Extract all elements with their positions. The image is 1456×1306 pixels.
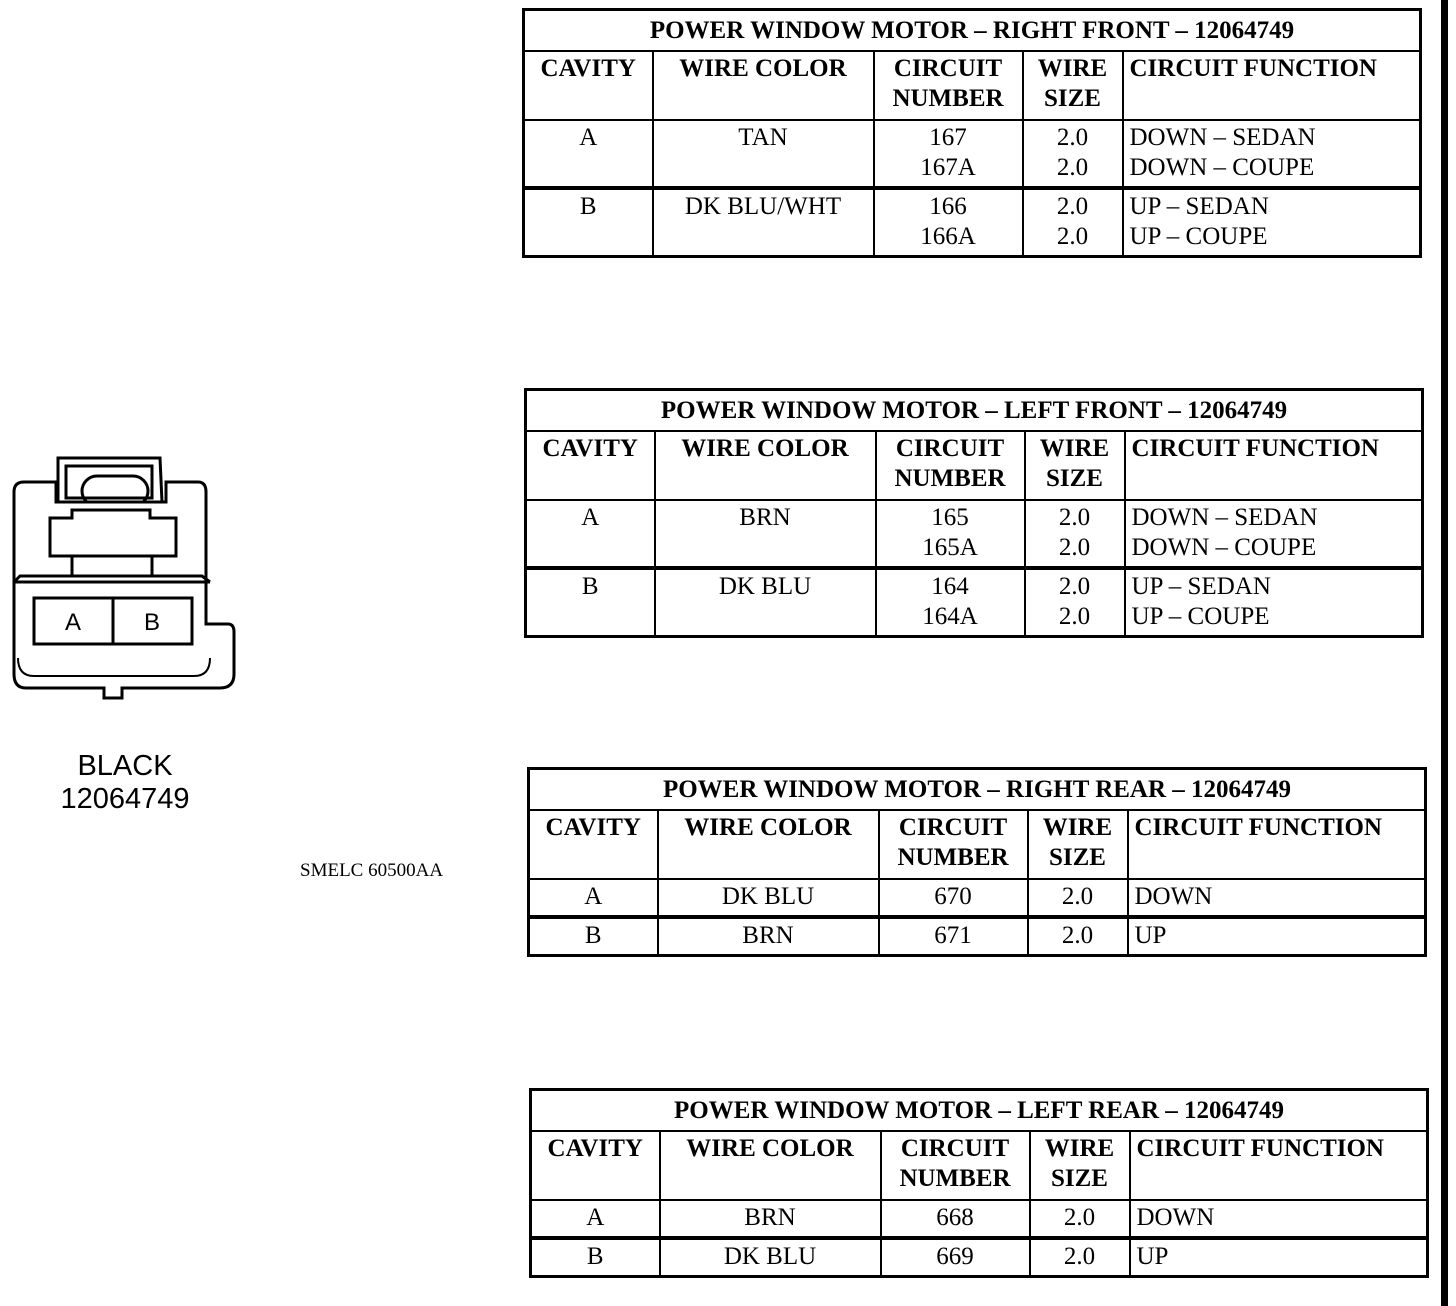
wire-color-cell: DK BLU xyxy=(655,568,876,637)
cell-line: 669 xyxy=(936,1243,974,1270)
column-header-cavity: CAVITY xyxy=(531,1131,660,1200)
cell-line: NUMBER xyxy=(899,1165,1011,1192)
wire-color-cell: BRN xyxy=(660,1200,881,1238)
connector-face-diagram xyxy=(6,452,242,704)
column-header-circuit-function: CIRCUIT FUNCTION xyxy=(1125,431,1423,500)
cell-line: 2.0 xyxy=(1058,534,1091,561)
cell-line: 165 xyxy=(931,504,969,531)
cell-line: 2.0 xyxy=(1056,154,1089,181)
pinout-table-2 xyxy=(527,767,1427,957)
cell-line: DOWN – SEDAN xyxy=(1131,504,1318,531)
cell-line: CIRCUIT xyxy=(893,55,1003,82)
table-row xyxy=(529,917,1426,956)
cell-line: NUMBER xyxy=(894,465,1006,492)
cell-line: UP xyxy=(1136,1243,1169,1270)
wire-size-cell xyxy=(1025,500,1125,568)
column-header-circuit-function: CIRCUIT FUNCTION xyxy=(1128,810,1426,879)
column-header-circuit-number xyxy=(881,1131,1030,1200)
column-header-cavity: CAVITY xyxy=(526,431,655,500)
cell-line: WIRE xyxy=(1042,814,1113,841)
cell-line: SIZE xyxy=(1044,85,1101,112)
pinout-table-1 xyxy=(524,388,1424,638)
column-header-wire-color: WIRE COLOR xyxy=(655,431,876,500)
cell-line: 2.0 xyxy=(1056,193,1089,220)
cell-line: 167 xyxy=(929,124,967,151)
cell-line: 668 xyxy=(936,1204,974,1231)
cell-line: CIRCUIT xyxy=(895,435,1005,462)
cell-line: 2.0 xyxy=(1058,504,1091,531)
cell-line: WIRE xyxy=(1039,435,1110,462)
wire-size-cell xyxy=(1028,917,1128,956)
circuit-function-cell xyxy=(1125,568,1423,637)
circuit-function-cell xyxy=(1123,188,1421,257)
column-header-circuit-number xyxy=(879,810,1028,879)
cavity-cell: B xyxy=(529,917,658,956)
cell-line: NUMBER xyxy=(897,844,1009,871)
cavity-cell: B xyxy=(526,568,655,637)
cell-line: 2.0 xyxy=(1061,922,1094,949)
table-title: POWER WINDOW MOTOR – RIGHT REAR – 12064749 xyxy=(529,769,1426,811)
column-header-circuit-function: CIRCUIT FUNCTION xyxy=(1130,1131,1428,1200)
cell-line: DOWN – COUPE xyxy=(1129,154,1315,181)
column-header-cavity: CAVITY xyxy=(524,51,653,120)
wire-color-cell: BRN xyxy=(655,500,876,568)
cell-line: 2.0 xyxy=(1063,1243,1096,1270)
cell-line: UP – COUPE xyxy=(1131,603,1270,630)
cell-line: 670 xyxy=(934,883,972,910)
cell-line: 2.0 xyxy=(1056,223,1089,250)
circuit-number-cell xyxy=(881,1238,1030,1277)
cell-line: UP – SEDAN xyxy=(1131,573,1271,600)
pinout-table-3 xyxy=(529,1088,1429,1278)
wire-size-cell xyxy=(1025,568,1125,637)
cell-line: DOWN – SEDAN xyxy=(1129,124,1316,151)
table-row xyxy=(524,188,1421,257)
table-row xyxy=(526,500,1423,568)
column-header-circuit-function: CIRCUIT FUNCTION xyxy=(1123,51,1421,120)
table-title: POWER WINDOW MOTOR – RIGHT FRONT – 12064749 xyxy=(524,10,1421,52)
circuit-function-cell xyxy=(1125,500,1423,568)
cell-line: 2.0 xyxy=(1058,603,1091,630)
pinout-table-0 xyxy=(522,8,1422,258)
circuit-function-cell xyxy=(1130,1238,1428,1277)
column-header-wire-size xyxy=(1023,51,1123,120)
cell-line: SIZE xyxy=(1051,1165,1108,1192)
column-header-circuit-number xyxy=(876,431,1025,500)
cavity-cell: A xyxy=(531,1200,660,1238)
cell-line: 671 xyxy=(934,922,972,949)
wire-size-cell xyxy=(1023,120,1123,188)
table-row xyxy=(524,120,1421,188)
cell-line: WIRE xyxy=(1037,55,1108,82)
cavity-b-label: B xyxy=(143,609,161,636)
cavity-cell: A xyxy=(529,879,658,917)
wire-size-cell xyxy=(1023,188,1123,257)
cell-line: UP xyxy=(1134,922,1167,949)
wire-color-cell: BRN xyxy=(658,917,879,956)
column-header-wire-size xyxy=(1025,431,1125,500)
column-header-wire-size xyxy=(1030,1131,1130,1200)
cell-line: 166A xyxy=(920,223,976,250)
column-header-cavity: CAVITY xyxy=(529,810,658,879)
cell-line: 2.0 xyxy=(1063,1204,1096,1231)
page-edge-border xyxy=(1441,0,1448,1306)
cell-line: WIRE xyxy=(1044,1135,1115,1162)
connector-part-number: 12064749 xyxy=(60,783,190,815)
wire-size-cell xyxy=(1030,1200,1130,1238)
circuit-number-cell xyxy=(876,500,1025,568)
cell-line: NUMBER xyxy=(892,85,1004,112)
cell-line: DOWN – COUPE xyxy=(1131,534,1317,561)
circuit-function-cell xyxy=(1128,879,1426,917)
column-header-wire-color: WIRE COLOR xyxy=(653,51,874,120)
cell-line: CIRCUIT xyxy=(898,814,1008,841)
circuit-number-cell xyxy=(874,120,1023,188)
cell-line: 164A xyxy=(922,603,978,630)
wire-color-cell: DK BLU xyxy=(658,879,879,917)
cell-line: 2.0 xyxy=(1056,124,1089,151)
circuit-function-cell xyxy=(1128,917,1426,956)
cell-line: UP – COUPE xyxy=(1129,223,1268,250)
cell-line: 164 xyxy=(931,573,969,600)
wire-size-cell xyxy=(1028,879,1128,917)
cell-line: SIZE xyxy=(1046,465,1103,492)
circuit-number-cell xyxy=(876,568,1025,637)
column-header-wire-color: WIRE COLOR xyxy=(660,1131,881,1200)
cell-line: CIRCUIT xyxy=(900,1135,1010,1162)
table-row xyxy=(529,879,1426,917)
cavity-cell: B xyxy=(524,188,653,257)
cavity-cell: B xyxy=(531,1238,660,1277)
circuit-function-cell xyxy=(1130,1200,1428,1238)
cavity-a-label: A xyxy=(64,609,82,636)
wire-color-cell: DK BLU xyxy=(660,1238,881,1277)
circuit-function-cell xyxy=(1123,120,1421,188)
wire-size-cell xyxy=(1030,1238,1130,1277)
table-title: POWER WINDOW MOTOR – LEFT FRONT – 12064749 xyxy=(526,390,1423,432)
cell-line: 167A xyxy=(920,154,976,181)
circuit-number-cell xyxy=(879,879,1028,917)
circuit-number-cell xyxy=(874,188,1023,257)
connector-color-label: BLACK xyxy=(77,750,173,782)
table-row xyxy=(526,568,1423,637)
cell-line: 2.0 xyxy=(1061,883,1094,910)
cell-line: 165A xyxy=(922,534,978,561)
cell-line: DOWN xyxy=(1136,1204,1215,1231)
table-title: POWER WINDOW MOTOR – LEFT REAR – 12064749 xyxy=(531,1090,1428,1132)
circuit-number-cell xyxy=(881,1200,1030,1238)
column-header-wire-size xyxy=(1028,810,1128,879)
cell-line: UP – SEDAN xyxy=(1129,193,1269,220)
wire-color-cell: TAN xyxy=(653,120,874,188)
column-header-wire-color: WIRE COLOR xyxy=(658,810,879,879)
cell-line: 2.0 xyxy=(1058,573,1091,600)
cavity-cell: A xyxy=(526,500,655,568)
column-header-circuit-number xyxy=(874,51,1023,120)
cell-line: DOWN xyxy=(1134,883,1213,910)
cell-line: SIZE xyxy=(1049,844,1106,871)
cell-line: 166 xyxy=(929,193,967,220)
figure-code: SMELC 60500AA xyxy=(300,860,444,881)
cavity-cell: A xyxy=(524,120,653,188)
circuit-number-cell xyxy=(879,917,1028,956)
wire-color-cell: DK BLU/WHT xyxy=(653,188,874,257)
table-row xyxy=(531,1200,1428,1238)
table-row xyxy=(531,1238,1428,1277)
